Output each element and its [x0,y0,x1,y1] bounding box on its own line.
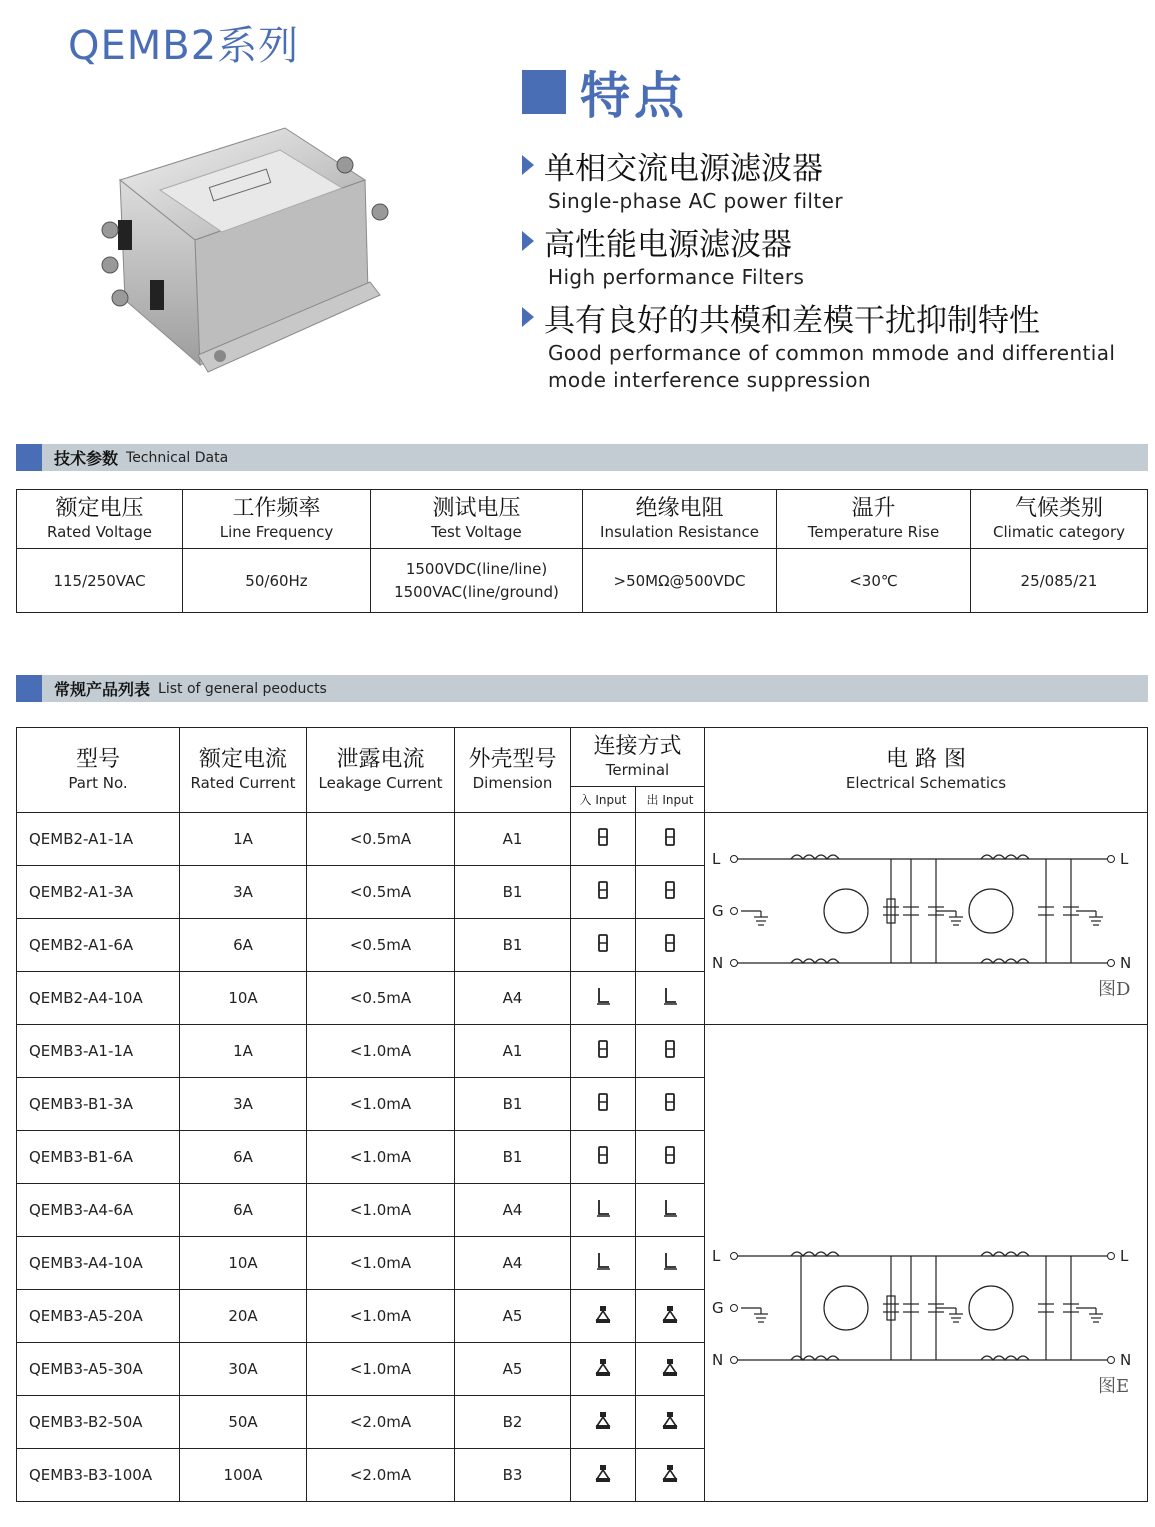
part-number: QEMB3-A4-6A [17,1184,180,1237]
rated-current: 6A [180,1131,307,1184]
part-number: QEMB2-A1-3A [17,866,180,919]
dimension: A1 [455,813,571,866]
rated-current: 30A [180,1343,307,1396]
leakage-current: <1.0mA [307,1184,455,1237]
rated-current: 100A [180,1449,307,1502]
wire-lead-icon [636,972,705,1025]
svg-text:L: L [1120,849,1129,868]
leakage-current: <1.0mA [307,1025,455,1078]
dimension: B1 [455,866,571,919]
svg-text:图E: 图E [1098,1376,1130,1397]
svg-text:G: G [712,901,724,920]
dimension: B3 [455,1449,571,1502]
table-row [17,813,1148,866]
screw-terminal-icon [571,1343,636,1396]
wire-lead-icon [571,1237,636,1290]
wire-lead-icon [571,972,636,1025]
fast-on-icon [636,1131,705,1184]
heading-square-icon [522,70,566,114]
part-number: QEMB2-A4-10A [17,972,180,1025]
dimension: A1 [455,1025,571,1078]
svg-text:G: G [712,1299,724,1317]
rated-current: 3A [180,866,307,919]
screw-terminal-icon [636,1449,705,1502]
rated-current: 1A [180,813,307,866]
fast-on-icon [571,1025,636,1078]
part-number: QEMB3-B1-3A [17,1078,180,1131]
fast-on-icon [571,919,636,972]
screw-terminal-icon [571,1449,636,1502]
svg-text:图D: 图D [1098,978,1131,1000]
wire-lead-icon [636,1184,705,1237]
rated-current: 6A [180,1184,307,1237]
technical-data-table: 额定电压 Rated Voltage 工作频率 Line Frequency 测试电压 Test Voltage 绝缘电阻 Insulation Resistance 温升 Temperature Rise 气候类别 Climatic category 115/250VAC 50/60Hz 1500VDC(line/line) 1500VAC(line/ground) >50MΩ@500VDC <30℃ 25/085/21 [16,489,1148,613]
fast-on-icon [571,1131,636,1184]
rated-current: 3A [180,1078,307,1131]
rated-current: 20A [180,1290,307,1343]
svg-text:N: N [712,1351,724,1369]
dimension: A5 [455,1343,571,1396]
dimension: B1 [455,919,571,972]
fast-on-icon [571,866,636,919]
part-number: QEMB3-A4-10A [17,1237,180,1290]
fast-on-icon [571,1078,636,1131]
fast-on-icon [636,866,705,919]
feature-item: 高性能电源滤波器 High performance Filters [522,222,1147,291]
triangle-bullet-icon [522,307,534,327]
electrical-schematic [705,1025,1148,1502]
part-number: QEMB3-A5-30A [17,1343,180,1396]
fast-on-icon [636,1025,705,1078]
part-number: QEMB3-A5-20A [17,1290,180,1343]
feature-item: 单相交流电源滤波器 Single-phase AC power filter [522,146,1147,215]
dimension: A4 [455,1184,571,1237]
triangle-bullet-icon [522,231,534,251]
screw-terminal-icon [636,1343,705,1396]
rated-current: 10A [180,1237,307,1290]
leakage-current: <1.0mA [307,1290,455,1343]
part-number: QEMB3-B3-100A [17,1449,180,1502]
product-photo [80,120,410,390]
svg-text:L: L [1120,1247,1129,1265]
part-number: QEMB2-A1-6A [17,919,180,972]
product-list-bar: 常规产品列表 List of general peoducts [16,675,1148,702]
svg-text:N: N [1120,1351,1132,1369]
leakage-current: <1.0mA [307,1237,455,1290]
triangle-bullet-icon [522,155,534,175]
svg-text:N: N [712,953,724,972]
leakage-current: <2.0mA [307,1449,455,1502]
dimension: B1 [455,1131,571,1184]
screw-terminal-icon [571,1290,636,1343]
leakage-current: <2.0mA [307,1396,455,1449]
leakage-current: <0.5mA [307,813,455,866]
dimension: A4 [455,1237,571,1290]
svg-text:N: N [1120,953,1132,972]
part-number: QEMB2-A1-1A [17,813,180,866]
screw-terminal-icon [571,1396,636,1449]
screw-terminal-icon [636,1290,705,1343]
wire-lead-icon [571,1184,636,1237]
dimension: B2 [455,1396,571,1449]
rated-current: 1A [180,1025,307,1078]
product-list-table: 型号 Part No. 额定电流 Rated Current 泄露电流 Leakage Current 外壳型号 Dimension 连接方式 Terminal 电 路 图 Electrical Schematics 入 Input 出 Input QEMB2-A1-1A 1A <0.5mA A1 L G N L N 图D QEMB2-A1-3A 3A <0.5mA B1 QEMB2-A1-6A 6A <0.5mA B1 QEMB2-A4-10A 10A <0.5mA A4 QEMB3-A1-1A 1A <1.0mA A1 L G N L N 图E QEMB3-B1-3A 3A <1.0mA B1 QEMB3-B1-6A 6A <1.0mA B1 QEMB3-A4-6A 6A <1.0mA A4 QEMB3-A4-10A 10A <1.0mA A4 QEMB3-A5-20A 20A <1.0mA A5 QEMB3-A5-30A 30A <1.0mA A5 QEMB3-B2-50A 50A <2.0mA B2 QEMB3-B3-100A 100A <2.0mA B3 [16,727,1148,1502]
rated-current: 50A [180,1396,307,1449]
leakage-current: <1.0mA [307,1343,455,1396]
leakage-current: <1.0mA [307,1131,455,1184]
part-number: QEMB3-A1-1A [17,1025,180,1078]
fast-on-icon [636,919,705,972]
dimension: A4 [455,972,571,1025]
part-number: QEMB3-B1-6A [17,1131,180,1184]
fast-on-icon [571,813,636,866]
leakage-current: <0.5mA [307,866,455,919]
rated-current: 6A [180,919,307,972]
leakage-current: <0.5mA [307,972,455,1025]
svg-text:L: L [712,849,721,868]
wire-lead-icon [636,1237,705,1290]
leakage-current: <1.0mA [307,1078,455,1131]
feature-item: 具有良好的共模和差模干扰抑制特性 Good performance of common mmode and differential mode interference suppression [522,298,1147,394]
leakage-current: <0.5mA [307,919,455,972]
fast-on-icon [636,1078,705,1131]
series-title: QEMB2系列 [68,23,300,69]
technical-data-bar: 技术参数 Technical Data [16,444,1148,471]
part-number: QEMB3-B2-50A [17,1396,180,1449]
dimension: A5 [455,1290,571,1343]
screw-terminal-icon [636,1396,705,1449]
dimension: B1 [455,1078,571,1131]
electrical-schematic [705,813,1148,1025]
svg-text:L: L [712,1247,721,1265]
features-heading: 特点 [522,62,688,122]
rated-current: 10A [180,972,307,1025]
table-row [17,1025,1148,1078]
fast-on-icon [636,813,705,866]
